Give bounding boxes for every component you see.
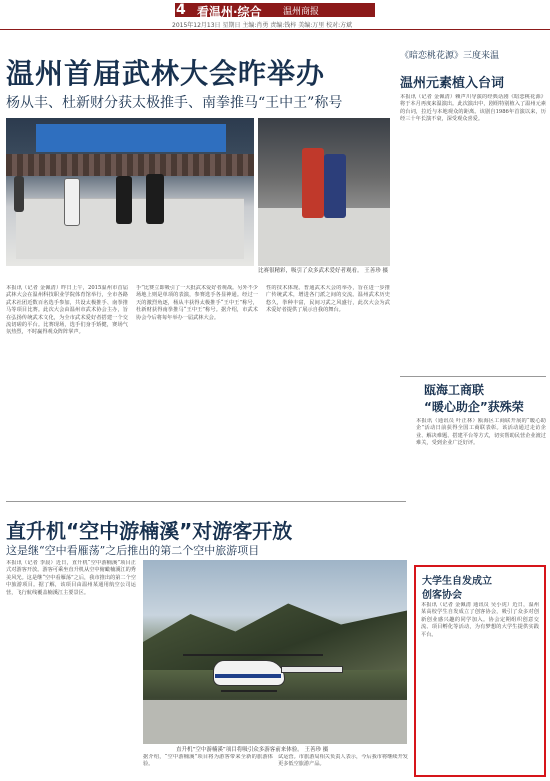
wulin-column-2: 手”比赛立即吸引了一大批武术爱好者观战。另外不少场地上则是单项的表演，参赛选手各显神通。经过一天的激烈角逐，杨从丰获得太极推手“王中王”称号，杜新财获得南拳推马“王中王”称号。据介绍，市武术协会今后将每年举办一届武林大会。 [136,285,258,321]
headline-ouhai-line1: 瓯海工商联 [424,383,485,397]
wulin-column-1: 本报讯（记者 金佩清）昨日上午，2015温州市首届武林大会在温州科技职业学院体育馆举行，全市各路武术社团近数百名选手参加，共设太极推手、南拳推马等项目比赛。此次大会由温州市武术协会主办，旨在弘扬传统武术文化，为全市武术爱好者搭建一个交流切磋的平台。比赛现场，选手们身手矫健，赛场气氛热烈，不时赢得观众阵阵掌声。 [6,285,128,336]
divider [400,376,546,377]
photo-caption-wulin: 比赛很精彩，吸引了众多武术爱好者观看。 王善珍 摄 [258,268,388,274]
header-meta: 2015年12月13日 星期日 主编:肖勇 责编:钱梓 美编:万里 校对:方斌 [172,22,353,29]
subheadline-wulin: 杨从丰、杜新财分获太极推手、南拳推马“王中王”称号 [6,95,343,111]
headline-ouhai-line2: “暖心助企”获殊荣 [424,400,524,414]
page-number: 4 [176,2,186,18]
page-header [0,0,550,20]
section-name: 看温州·综合 [197,5,262,19]
photo-figure [64,178,80,226]
helicopter-skid [221,690,277,692]
photo-martial-arts-main [6,118,254,266]
photo-crowd [6,154,254,176]
helicopter-column-2: 据介绍，“空中游楠溪”项目将为游客带来全新的旅游体验。 [143,754,273,768]
headline-wulin: 温州首届武林大会昨举办 [6,57,326,90]
headline-maker-line1: 大学生自发成立 [422,576,492,587]
headline-maker-line2: 创客协会 [422,590,462,601]
header-rule [0,29,550,30]
ouhai-body: 本报讯（通讯员 叶正林）瓯海区工商联开展的“暖心助企”活动日前获得全国工商联表彰。该活动通过走访企业、解决难题、搭建平台等方式，切实帮助民营企业渡过难关，受到企业广泛好评。 [416,418,546,447]
photo-mountain [143,600,407,670]
photo-figure [324,154,346,218]
publication-name: 温州商报 [283,7,320,17]
kicker-peach-blossom: 《暗恋桃花源》三度来温 [400,51,500,61]
peach-blossom-body: 本报讯（记者 金佩清）赖声川导演的经典话剧《暗恋桃花源》将于本月再度来温演出。此次演出中，剧组特别植入了温州元素的台词，拉近与本地观众的距离。该剧自1986年首演以来，历经三十年长演不衰，深受观众喜爱。 [400,94,546,123]
divider [6,501,406,502]
photo-caption-helicopter: 直升机“空中游楠溪”项目将吸引众多游客前来体验。 王善珍 摄 [176,747,329,753]
photo-martial-arts-right [258,118,390,266]
helicopter-column-3: 试运营。市旅游局相关负责人表示，今后我市将继续开发更多低空旅游产品。 [278,754,408,768]
photo-banner [36,124,226,152]
photo-figure [116,176,132,224]
photo-figure [302,148,324,218]
helicopter-rotor [183,654,323,656]
headline-wenzhou-elements: 温州元素植入台词 [400,76,505,91]
helicopter-body [213,660,285,686]
photo-road [143,700,407,744]
headline-helicopter: 直升机“空中游楠溪”对游客开放 [6,519,293,543]
photo-figure [14,176,24,212]
helicopter-stripe [215,674,281,678]
helicopter-tail [281,666,343,673]
helicopter-column-1: 本报讯（记者 李晨）近日，直升机“空中游楠溪”项目正式对游客开放。游客可乘坐直升机从空中俯瞰楠溪江的秀美风光。这是继“空中看雁荡”之后，我市推出的第二个空中旅游项目。据了解，该项目由温州某通用航空公司运营，飞行航线覆盖楠溪江主要景区。 [6,560,136,596]
photo-figure [146,174,164,224]
wulin-column-3: 性的技术体现。普通武术大会的举办，旨在进一步推广传统武术，增进各门派之间的交流。温州武术历史悠久，拳种丰富，民间习武之风盛行，此次大会为武术爱好者提供了展示自我的舞台。 [266,285,390,314]
subheadline-helicopter: 这是继“空中看雁荡”之后推出的第二个空中旅游项目 [6,544,260,557]
photo-helicopter [143,560,407,744]
maker-body: 本报讯（记者 金佩清 通讯员 吴小虎）近日，温州某高校学生自发成立了创客协会，吸引了众多对创新创业感兴趣的同学加入。协会定期组织创意交流、项目孵化等活动，为有梦想的大学生提供实践平台。 [421,602,539,638]
